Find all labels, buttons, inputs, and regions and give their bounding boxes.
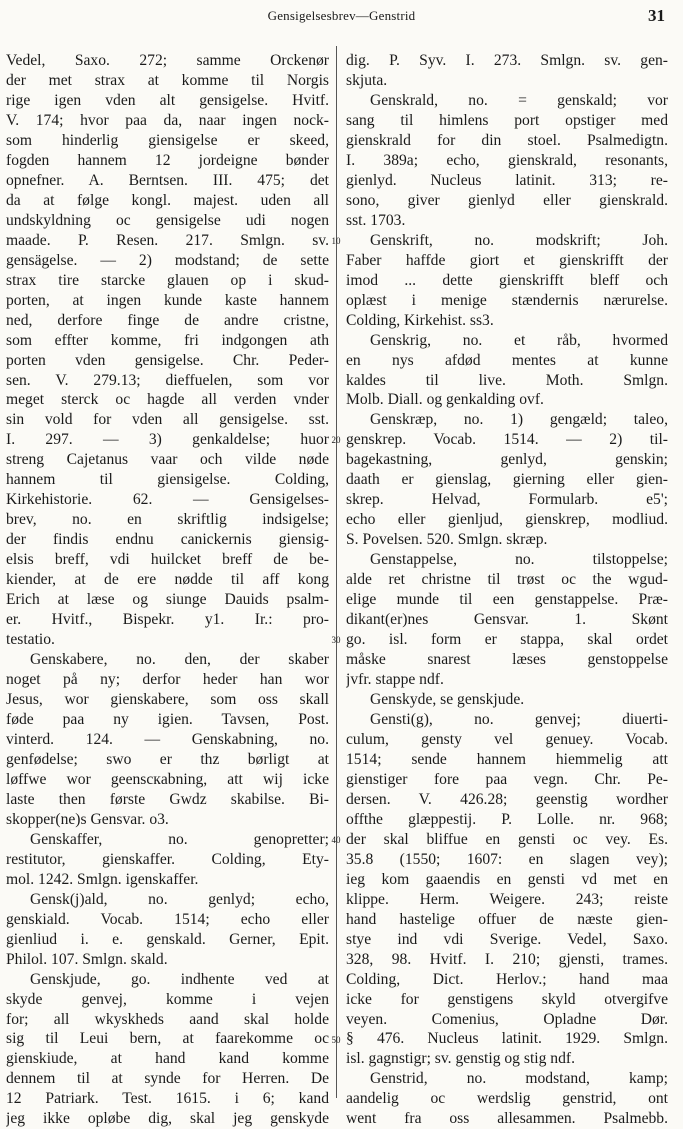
text-line: som hinderlig giensigelse er skeed, — [6, 131, 329, 149]
text-line: elsis breff, vdi huilcket breff de be- — [6, 551, 329, 569]
text-line: Gensti(g), no. genvej; diuerti- — [370, 710, 668, 728]
text-line: måske snarest læses genstoppelse — [346, 651, 668, 669]
text-line: Genskaffer, no. genopretter; — [30, 830, 329, 848]
text-line: rige igen vden alt gensigelse. Hvitf. — [6, 91, 329, 109]
text-line: sig til Leui bern, at faarekomme oc — [6, 1030, 329, 1048]
text-line: vinterd. 124. — Genskabning, no. — [6, 730, 329, 748]
text-line: Colding, Kirkehist. ss3. — [346, 311, 494, 329]
text-line: undskyldning oc gensigelse udi nogen — [6, 211, 329, 229]
text-line: er. Hvitf., Bispekr. y1. Ir.: pro- — [6, 611, 329, 629]
text-line: streng Cajetanus vaar och vilde nøde — [6, 451, 329, 469]
text-line: kiender, at de ere nødde til aff kong — [6, 571, 329, 589]
text-line: Genskrift, no. modskrift; Joh. — [370, 231, 668, 249]
text-line: offthe glæppestij. P. Lolle. nr. 968; — [346, 810, 668, 828]
text-line: 35.8 (1550; 1607: en slagen vey); — [346, 850, 668, 868]
text-line: Vedel, Saxo. 272; samme Orckenør — [6, 52, 329, 69]
text-line: en nys afdød mentes at kunne — [346, 351, 668, 369]
text-line: oplæst i menige stændernis nærurelse. — [346, 291, 668, 309]
text-line: Philol. 107. Smlgn. skald. — [6, 950, 168, 968]
running-head: Gensigelsesbrev—Genstrid — [267, 8, 416, 23]
text-line: porten, at ingen kunde kaste hannem — [6, 291, 329, 309]
text-line: genskrep. Vocab. 1514. — 2) til- — [346, 431, 668, 449]
page-header — [0, 6, 683, 28]
text-line: gienlyd. Nucleus latinit. 313; re- — [346, 171, 668, 189]
line-number: 10 — [331, 235, 341, 246]
text-line: meget sterck oc hagde all verden vnder — [6, 391, 329, 409]
text-line: der findis endnu canickernis giensig- — [6, 531, 329, 549]
line-number: 50 — [331, 1034, 341, 1045]
text-line: maade. P. Resen. 217. Smlgn. sv. — [6, 231, 329, 249]
text-line: veyen. Comenius, Opladne Dør. — [346, 1010, 668, 1028]
text-line: jvfr. stappe ndf. — [346, 671, 444, 689]
text-line: mol. 1242. Smlgn. igenskaffer. — [6, 870, 199, 888]
text-line: noget på ny; derfor heder han wor — [6, 671, 329, 689]
text-line: Genskyde, se genskjude. — [370, 691, 525, 708]
text-line: fogden hannem 12 jordeigne bønder — [6, 151, 329, 169]
text-line: Genskræp, no. 1) gengæld; taleo, — [370, 411, 668, 429]
text-line: bagekastning, genlyd, genskin; — [346, 451, 668, 469]
text-line: I. 297. — 3) genkaldelse; huor — [6, 431, 329, 449]
text-line: Genskrig, no. et råb, hvormed — [370, 331, 668, 349]
text-line: testatio. — [6, 631, 55, 649]
text-line: Genstrid, no. modstand, kamp; — [370, 1070, 668, 1088]
text-line: skjuta. — [346, 71, 388, 89]
text-line: hand hastelige offuer de næste gien- — [346, 910, 668, 928]
text-line: skrep. Helvad, Formularb. e5'; — [346, 491, 668, 509]
text-line: genskiald. Vocab. 1514; echo eller — [6, 910, 329, 928]
text-line: sin vold for vden all gensigelse. sst. — [6, 411, 329, 429]
text-line: imod ... dette gienskrifft bleff och — [346, 271, 668, 289]
text-line: Genskjude, go. indhente ved at — [30, 970, 329, 988]
text-line: dennem til at synde for Herren. De — [6, 1070, 329, 1088]
right-column — [346, 51, 668, 1129]
text-line: Faber haffde giort et gienskrifft der — [346, 251, 668, 269]
text-line: restitutor, gienskaffer. Colding, Ety- — [6, 850, 329, 868]
column-divider — [336, 46, 337, 1098]
text-line: elige munde til een genstappelse. Præ- — [346, 591, 668, 609]
text-line: Gensk(j)ald, no. genlyd; echo, — [30, 890, 329, 908]
text-line: Molb. Diall. og genkalding ovf. — [346, 391, 544, 409]
text-line: gienskiude, at hand kand komme — [6, 1050, 329, 1068]
text-line: 12 Patriark. Test. 1615. i 6; kand — [6, 1090, 329, 1108]
text-line: dersen. V. 426.28; geenstig wordher — [346, 790, 668, 808]
page-number: 31 — [648, 6, 665, 25]
text-line: som effter komme, fri indgongen ath — [6, 331, 329, 349]
text-line: S. Povelsen. 520. Smlgn. skræp. — [346, 531, 548, 549]
text-line: § 476. Nucleus latinit. 1929. Smlgn. — [346, 1030, 668, 1048]
text-line: 328, 98. Hvitf. I. 210; gjensti, trames. — [346, 950, 668, 968]
text-line: Jesus, wor gienskabere, som oss skall — [6, 691, 329, 708]
text-line: Genskrald, no. = genskald; vor — [370, 91, 668, 109]
text-line: hannem til giensigelse. Colding, — [6, 471, 329, 489]
text-line: Genstappelse, no. tilstoppelse; — [370, 551, 668, 569]
text-line: strax tire starcke glauen op i skud- — [6, 271, 329, 289]
text-line: skopper(ne)s Gensvar. o3. — [6, 810, 169, 828]
text-line: kaldes til live. Moth. Smlgn. — [346, 371, 668, 389]
left-column — [6, 51, 329, 1129]
text-line: porten vden gensigelse. Chr. Peder- — [6, 351, 329, 369]
text-line: føde paa ny igien. Tavsen, Post. — [6, 710, 329, 728]
text-line: genfødelse; swo er thz børligt at — [6, 750, 329, 768]
text-line: Colding, Dict. Herlov.; hand maa — [346, 970, 668, 988]
text-line: I. 389a; echo, gienskrald, resonants, — [346, 151, 668, 169]
text-line: icke for genstigens skyld otvergifve — [346, 990, 668, 1008]
text-line: sen. V. 279.13; dieffuelen, som vor — [6, 371, 329, 389]
text-line: ned, derfore finge de andre cristne, — [6, 311, 329, 329]
text-line: dig. P. Syv. I. 273. Smlgn. sv. gen- — [346, 52, 668, 69]
text-line: culum, gensty vel genuey. Vocab. — [346, 730, 668, 748]
text-line: ieg kom gaaendis en gensti vd met en — [346, 870, 668, 888]
text-line: gienskrald for din stoel. Psalmedigtn. — [346, 131, 668, 149]
text-line: sst. 1703. — [346, 211, 406, 229]
text-line: der skal bliffue en gensti oc vey. Es. — [346, 830, 668, 848]
text-line: Kirkehistorie. 62. — Gensigelses- — [6, 491, 329, 509]
text-line: dikant(er)nes Gensvar. 1. Skønt — [346, 611, 668, 629]
line-number: 30 — [331, 635, 341, 646]
text-line: daath er gienslag, gierning eller gien- — [346, 471, 668, 489]
text-line: Erich at læse og siunge Dauids psalm- — [6, 591, 329, 609]
text-line: went fra oss allesammen. Psalmebb. — [346, 1110, 668, 1128]
text-line: sono, giver gienlyd eller gienskrald. — [346, 191, 668, 209]
text-line: der met strax at komme til Norgis — [6, 71, 329, 89]
text-line: brev, no. en skriftlig indsigelse; — [6, 511, 329, 529]
text-line: opnefner. A. Berntsen. III. 475; det — [6, 171, 329, 189]
text-line: alde ret christne til trøst oc the wgud- — [346, 571, 668, 589]
text-line: V. 174; hvor paa da, naar ingen nock- — [6, 111, 329, 129]
text-line: laste then første Gwdz skabilse. Bi- — [6, 790, 329, 808]
text-line: løffwe wor geenscкabning, att wij icke — [6, 770, 329, 788]
text-line: for; all wkyskheds aand skal holde — [6, 1010, 329, 1028]
text-line: aandelig oc werdslig genstrid, ont — [346, 1090, 668, 1108]
text-line: da at følge kongl. majest. uden all — [6, 191, 329, 209]
text-line: sang til himlens port opstiger med — [346, 111, 668, 129]
text-line: Genskabere, no. den, der skaber — [30, 651, 329, 669]
text-line: gensägelse. — 2) modstand; de sette — [6, 251, 329, 269]
text-line: jeg ikke opløbe dig, skal jeg genskyde — [6, 1110, 329, 1128]
text-line: gienstiger fore paa vegn. Chr. Pe- — [346, 770, 668, 788]
line-number: 20 — [331, 435, 341, 446]
text-line: go. isl. form er stappa, skal ordet — [346, 631, 668, 649]
text-line: 1514; sende hannem hiemmelig att — [346, 750, 668, 768]
line-number: 40 — [331, 834, 341, 845]
text-line: skyde genvej, komme i vejen — [6, 990, 329, 1008]
text-line: gienliud i. e. genskald. Gerner, Epit. — [6, 930, 329, 948]
text-line: isl. gagnstigr; sv. genstig og stig ndf. — [346, 1050, 575, 1068]
text-line: stye ind vdi Sverige. Vedel, Saxo. — [346, 930, 668, 948]
text-line: echo eller gienljud, gienskrep, modliud. — [346, 511, 668, 529]
text-line: klippe. Herm. Weigere. 243; reiste — [346, 890, 668, 908]
